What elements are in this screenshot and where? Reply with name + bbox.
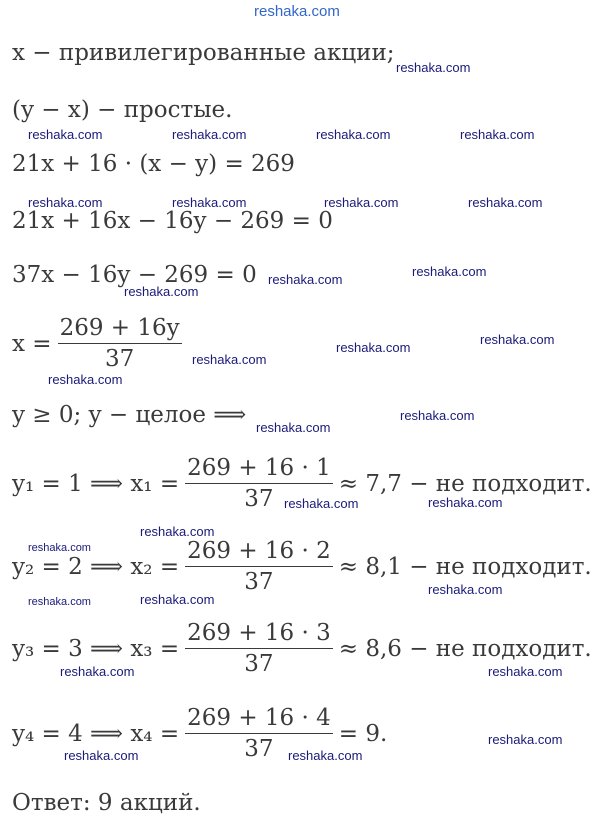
watermark: reshaka.com xyxy=(412,264,487,279)
case-y4-result: = 9. xyxy=(338,720,388,747)
fraction-numerator: 269 + 16y xyxy=(58,315,182,344)
line-definition-simple: (y − x) − простые. xyxy=(12,97,233,123)
case-y3-left: y₃ = 3 ⟹ x₃ = xyxy=(12,635,180,662)
case-y2-left: y₂ = 2 ⟹ x₂ = xyxy=(12,553,180,580)
watermark: reshaka.com xyxy=(124,284,199,299)
watermark: reshaka.com xyxy=(396,60,471,75)
watermark: reshaka.com xyxy=(64,748,139,763)
fraction-numerator: 269 + 16 · 3 xyxy=(185,620,333,649)
watermark: reshaka.com xyxy=(488,732,563,747)
fraction-numerator: 269 + 16 · 1 xyxy=(185,455,333,484)
line-equation-1: 21x + 16 · (x − y) = 269 xyxy=(12,151,295,177)
watermark: reshaka.com xyxy=(468,195,543,210)
line-equation-3: 37x − 16y − 269 = 0 xyxy=(12,262,257,288)
watermark: reshaka.com xyxy=(488,664,563,679)
case-y3-result: ≈ 8,6 − не подходит. xyxy=(338,635,592,662)
watermark: reshaka.com xyxy=(428,495,503,510)
fraction-denominator: 37 xyxy=(244,569,274,595)
watermark: reshaka.com xyxy=(140,524,215,539)
fraction-denominator: 37 xyxy=(244,486,274,512)
fraction-numerator: 269 + 16 · 2 xyxy=(185,538,333,567)
line-condition: y ≥ 0; y − целое ⟹ xyxy=(12,402,247,428)
case-y2-result: ≈ 8,1 − не подходит. xyxy=(338,553,592,580)
watermark: reshaka.com xyxy=(28,195,103,210)
line-case-y2 xyxy=(12,538,592,595)
case-y1-result: ≈ 7,7 − не подходит. xyxy=(338,470,592,497)
watermark: reshaka.com xyxy=(324,195,399,210)
watermark: reshaka.com xyxy=(60,664,135,679)
case-y1-left: y₁ = 1 ⟹ x₁ = xyxy=(12,470,180,497)
case-y3-fraction xyxy=(185,620,333,677)
watermark: reshaka.com xyxy=(284,496,359,511)
watermark: reshaka.com xyxy=(172,195,247,210)
watermark: reshaka.com xyxy=(28,542,91,554)
case-y4-left: y₄ = 4 ⟹ x₄ = xyxy=(12,720,180,747)
line-definition-x: x − привилегированные акции; xyxy=(12,40,395,66)
line-equation-2: 21x + 16x − 16y − 269 = 0 xyxy=(12,208,333,234)
watermark: reshaka.com xyxy=(28,596,91,608)
watermark: reshaka.com xyxy=(288,748,363,763)
answer-line: Ответ: 9 акций. xyxy=(12,790,201,816)
watermark: reshaka.com xyxy=(48,372,123,387)
watermark: reshaka.com xyxy=(268,272,343,287)
case-y2-fraction xyxy=(185,538,333,595)
watermark: reshaka.com xyxy=(336,340,411,355)
fraction-denominator: 37 xyxy=(244,736,274,762)
fraction-denominator: 37 xyxy=(104,346,135,372)
x-expression-fraction xyxy=(58,315,182,372)
watermark: reshaka.com xyxy=(428,582,503,597)
watermark: reshaka.com xyxy=(400,408,475,423)
watermark: reshaka.com xyxy=(28,127,103,142)
watermark: reshaka.com xyxy=(460,127,535,142)
x-expression-left: x = xyxy=(12,330,52,357)
fraction-denominator: 37 xyxy=(244,651,274,677)
watermark: reshaka.com xyxy=(172,127,247,142)
watermark: reshaka.com xyxy=(140,592,215,607)
site-watermark-top: reshaka.com xyxy=(254,3,340,20)
fraction-numerator: 269 + 16 · 4 xyxy=(185,705,333,734)
line-x-expression xyxy=(12,315,188,372)
watermark: reshaka.com xyxy=(480,332,555,347)
watermark: reshaka.com xyxy=(192,352,267,367)
watermark: reshaka.com xyxy=(316,127,391,142)
watermark: reshaka.com xyxy=(256,420,331,435)
